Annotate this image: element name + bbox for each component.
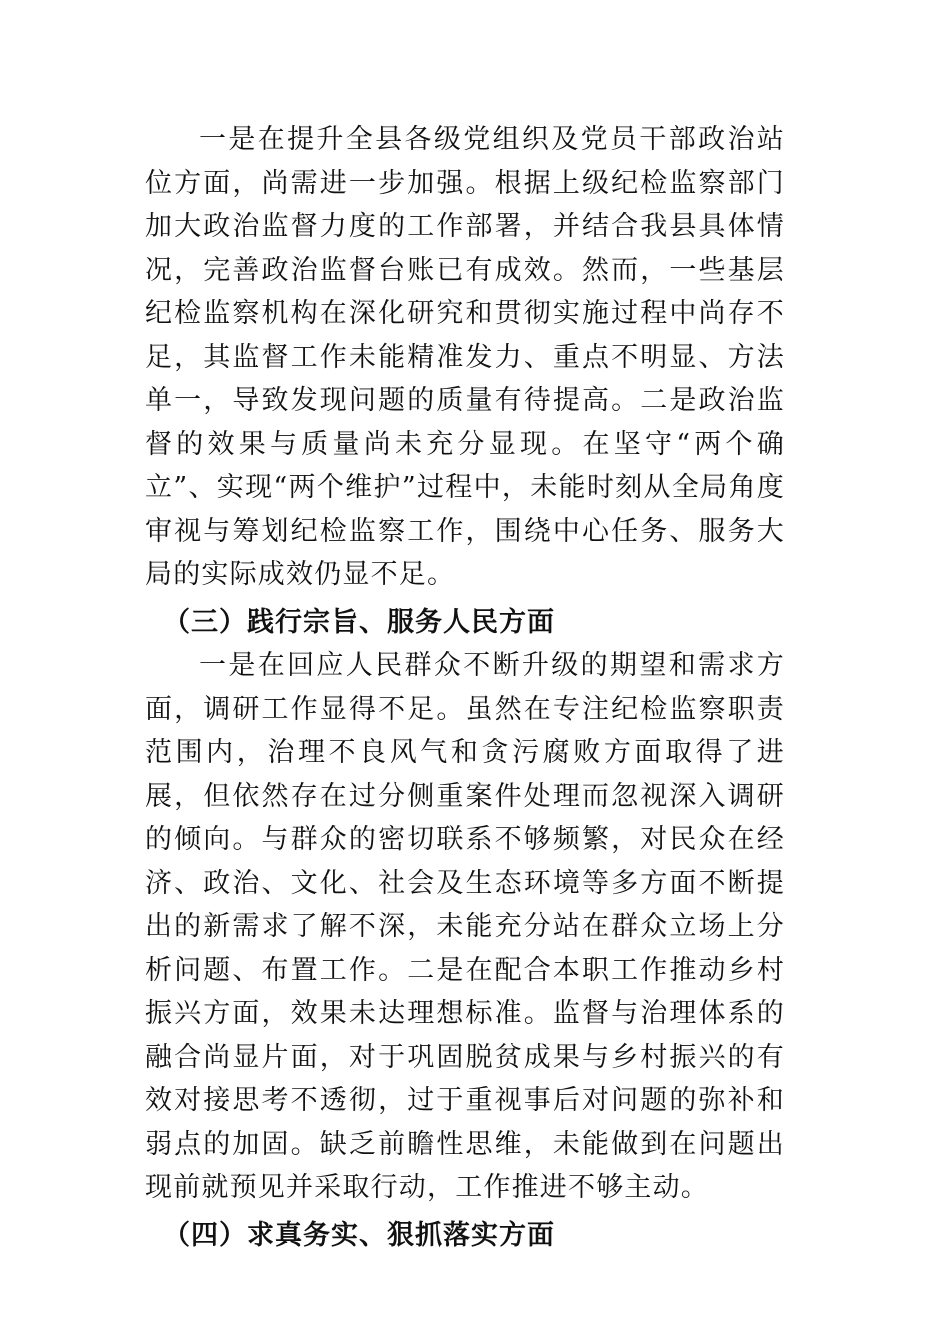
paragraph-political-stance: 一是在提升全县各级党组织及党员干部政治站位方面，尚需进一步加强。根据上级纪检监察部门加大政治监督力度的工作部署，并结合我县具体情况，完善政治监督台账已有成效。然而，一些基层纪检监察机构在深化研究和贯彻实施过程中尚存不足，其监督工作未能精准发力、重点不明显、方法单一，导致发现问题的质量有待提高。二是政治监督的效果与质量尚未充分显现。在坚守“两个确立”、实现“两个维护”过程中，未能时刻从全局角度审视与筹划纪检监察工作，围绕中心任务、服务大局的实际成效仍显不足。 bbox=[145, 124, 785, 590]
section-heading-3: （三）践行宗旨、服务人民方面 bbox=[163, 606, 555, 638]
section-heading-4: （四）求真务实、狠抓落实方面 bbox=[163, 1219, 555, 1251]
document-page bbox=[145, 118, 785, 1257]
paragraph-serve-people: 一是在回应人民群众不断升级的期望和需求方面，调研工作显得不足。虽然在专注纪检监察职责范围内，治理不良风气和贪污腐败方面取得了进展，但依然存在过分侧重案件处理而忽视深入调研的倾向。与群众的密切联系不够频繁，对民众在经济、政治、文化、社会及生态环境等多方面不断提出的新需求了解不深，未能充分站在群众立场上分析问题、布置工作。二是在配合本职工作推动乡村振兴方面，效果未达理想标准。监督与治理体系的融合尚显片面，对于巩固脱贫成果与乡村振兴的有效对接思考不透彻，过于重视事后对问题的弥补和弱点的加固。缺乏前瞻性思维，未能做到在问题出现前就预见并采取行动，工作推进不够主动。 bbox=[145, 650, 785, 1203]
